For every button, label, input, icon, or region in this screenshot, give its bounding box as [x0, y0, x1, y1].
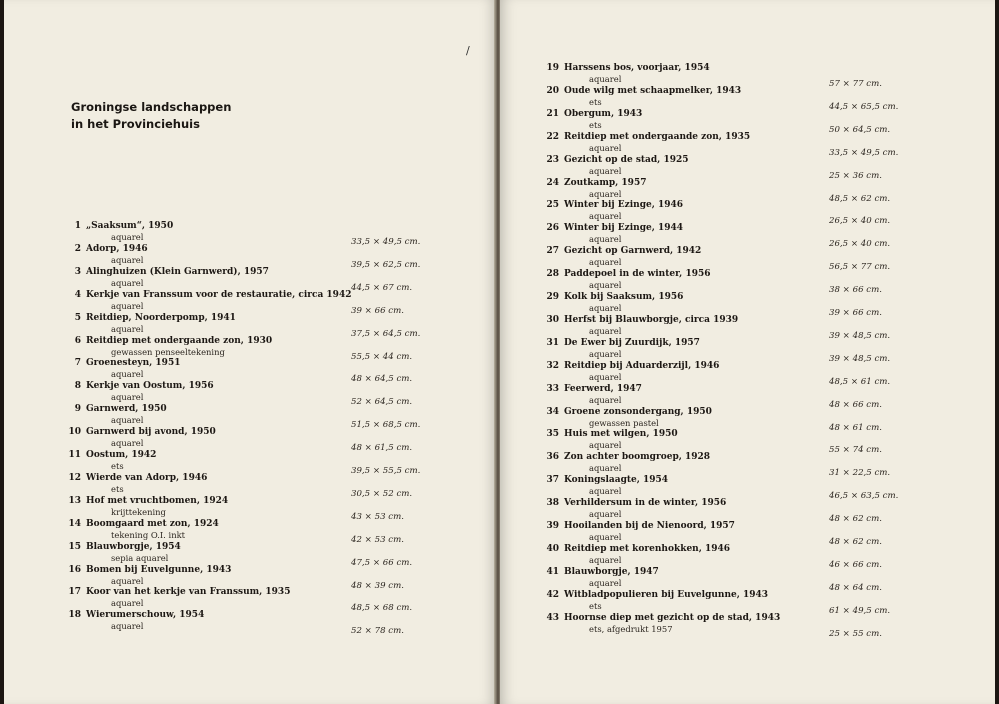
entry-dimensions: 47,5 × 66 cm. [351, 557, 413, 568]
entry-dimensions: 57 × 77 cm. [829, 79, 882, 89]
catalogue-entry [539, 566, 919, 593]
catalogue-entry [61, 541, 441, 568]
catalogue-entry [61, 358, 441, 385]
catalogue-entry [539, 543, 919, 570]
catalogue-entry [61, 289, 441, 316]
entry-dimensions: 33,5 × 49,5 cm. [829, 147, 899, 158]
entry-title: Groene zonsondergang, 1950 [564, 406, 712, 417]
entry-dimensions: 25 × 55 cm. [829, 628, 882, 639]
entry-title: Garnwerd bij avond, 1950 [86, 427, 216, 438]
entry-technique: aquarel [111, 621, 144, 632]
catalogue-entry [539, 131, 919, 158]
entry-dimensions: 39,5 × 55,5 cm. [351, 466, 421, 476]
entry-dimensions: 48 × 62 cm. [829, 514, 882, 525]
entry-dimensions: 44,5 × 65,5 cm. [829, 101, 899, 112]
catalogue-entry [539, 223, 919, 250]
entry-title: Koor van het kerkje van Franssum, 1935 [86, 587, 291, 598]
entry-dimensions: 42 × 53 cm. [351, 534, 404, 545]
entry-dimensions: 48,5 × 68 cm. [351, 603, 413, 614]
entry-title: „Saaksum“, 1950 [86, 221, 174, 231]
entry-technique: aquarel [111, 392, 144, 403]
entry-title: Blauwborgje, 1947 [564, 566, 659, 577]
entry-title: Garnwerd, 1950 [86, 404, 167, 415]
entry-title: Reitdiep met korenhokken, 1946 [564, 543, 731, 554]
entry-number: 31 [546, 337, 559, 348]
entry-dimensions: 52 × 78 cm. [351, 626, 404, 637]
entry-dimensions: 51,5 × 68,5 cm. [351, 420, 421, 431]
entry-dimensions: 26,5 × 40 cm. [829, 239, 891, 250]
entry-dimensions: 61 × 49,5 cm. [829, 605, 891, 616]
title-line-2: in het Provinciehuis [71, 117, 200, 131]
catalogue-entry [61, 495, 441, 522]
entry-dimensions: 26,5 × 40 cm. [829, 216, 891, 227]
entry-technique: tekening O.I. inkt [111, 529, 186, 540]
entry-dimensions: 39 × 48,5 cm. [829, 330, 891, 341]
entry-dimensions: 39 × 66 cm. [829, 308, 882, 318]
entry-dimensions: 48,5 × 61 cm. [829, 376, 891, 387]
catalogue-entry [539, 337, 919, 364]
entry-dimensions: 30,5 × 52 cm. [351, 488, 413, 499]
entry-number: 29 [546, 292, 559, 302]
entry-title: Zon achter boomgroep, 1928 [564, 452, 711, 463]
entry-technique: aquarel [111, 415, 144, 426]
entry-dimensions: 55,5 × 44 cm. [351, 351, 413, 362]
entry-number: 42 [546, 589, 559, 600]
catalogue-entry [61, 587, 441, 614]
catalogue-entry [61, 404, 441, 431]
entry-number: 4 [74, 289, 81, 300]
entry-technique: aquarel [589, 257, 622, 268]
entry-technique: ets [589, 119, 602, 130]
catalogue-entry [539, 154, 919, 181]
catalogue-entry [539, 498, 919, 525]
entry-number: 41 [546, 566, 559, 577]
entry-title: Boomgaard met zon, 1924 [86, 518, 219, 529]
page-title [71, 99, 231, 133]
entry-technique: aquarel [589, 211, 622, 222]
entry-number: 2 [74, 243, 81, 254]
entry-number: 16 [68, 564, 81, 575]
entry-number: 26 [546, 223, 559, 234]
entry-number: 11 [68, 450, 81, 460]
entry-dimensions: 39 × 48,5 cm. [829, 353, 891, 364]
entry-title: Kolk bij Saaksum, 1956 [564, 292, 684, 302]
entry-dimensions: 48 × 39 cm. [351, 580, 404, 591]
entry-title: Gezicht op Garnwerd, 1942 [564, 246, 702, 257]
entry-number: 3 [74, 266, 81, 277]
entry-number: 36 [546, 452, 559, 463]
entry-technique: sepia aquarel [111, 552, 169, 563]
catalogue-entry [61, 450, 441, 476]
entry-dimensions: 48,5 × 62 cm. [829, 193, 891, 204]
title-line-1: Groningse landschappen [71, 100, 232, 114]
entry-title: Obergum, 1943 [564, 108, 643, 119]
entry-technique: aquarel [589, 280, 622, 291]
entry-technique: aquarel [589, 188, 622, 199]
entry-dimensions: 33,5 × 49,5 cm. [351, 237, 421, 247]
entry-title: Kerkje van Franssum voor de restauratie, circa 1942 [86, 289, 352, 300]
entry-number: 24 [546, 177, 559, 188]
catalogue-entry [61, 266, 441, 293]
entry-number: 38 [546, 498, 559, 509]
right-page [500, 0, 999, 704]
entry-number: 8 [74, 381, 81, 392]
entry-number: 9 [74, 404, 81, 415]
entry-title: Huis met wilgen, 1950 [564, 429, 678, 440]
entry-dimensions: 46,5 × 63,5 cm. [829, 491, 899, 502]
catalogue-entry [539, 85, 919, 112]
catalogue-entry [61, 472, 441, 499]
entry-title: Wierumerschouw, 1954 [86, 610, 205, 621]
entry-title: Alinghuizen (Klein Garnwerd), 1957 [86, 266, 269, 277]
entry-number: 40 [546, 543, 559, 554]
catalogue-entry [539, 521, 919, 547]
entry-technique: aquarel [111, 277, 144, 288]
entry-dimensions: 38 × 66 cm. [829, 285, 882, 296]
entry-number: 21 [546, 108, 559, 119]
entry-dimensions: 25 × 36 cm. [829, 170, 882, 181]
catalogue-entry [61, 243, 441, 270]
entry-technique: aquarel [589, 486, 622, 497]
catalogue-entry [539, 475, 919, 502]
entry-technique: gewassen penseeltekening [111, 346, 225, 357]
entry-technique: aquarel [589, 440, 622, 451]
entry-title: Hooilanden bij de Nienoord, 1957 [564, 521, 735, 531]
entry-title: Kerkje van Oostum, 1956 [86, 381, 214, 392]
catalogue-entry [539, 246, 919, 273]
entry-number: 22 [546, 131, 559, 142]
catalogue-entry [539, 292, 919, 318]
entry-dimensions: 39 × 66 cm. [351, 305, 404, 316]
entry-title: Wierde van Adorp, 1946 [86, 472, 208, 483]
entry-number: 1 [74, 221, 81, 231]
catalogue-entry [61, 610, 441, 637]
entry-number: 34 [546, 406, 559, 417]
entry-technique: ets [589, 96, 602, 107]
entry-dimensions: 48 × 61 cm. [829, 422, 882, 433]
entry-title: Paddepoel in de winter, 1956 [564, 269, 711, 280]
entry-dimensions: 48 × 66 cm. [829, 399, 882, 410]
catalogue-entry [539, 314, 919, 341]
entry-number: 33 [546, 383, 559, 394]
entry-number: 28 [546, 269, 559, 280]
entry-technique: aquarel [589, 74, 622, 84]
catalogue-entry [539, 406, 919, 433]
entry-technique: ets [589, 600, 602, 611]
entry-number: 14 [68, 518, 81, 529]
page-mark: / [466, 44, 470, 57]
entry-number: 6 [74, 335, 81, 346]
entry-title: Hoornse diep met gezicht op de stad, 1943 [564, 612, 781, 623]
entry-technique: ets [111, 461, 124, 471]
entry-title: Koningslaagte, 1954 [564, 475, 669, 486]
entry-number: 32 [546, 360, 559, 371]
entry-dimensions: 31 × 22,5 cm. [829, 468, 891, 479]
catalogue-entry [61, 427, 441, 454]
entry-number: 12 [68, 472, 81, 483]
entry-dimensions: 39,5 × 62,5 cm. [351, 259, 421, 270]
entry-title: Oostum, 1942 [86, 450, 157, 460]
catalogue-entry [539, 63, 919, 89]
entry-title: Verhildersum in de winter, 1956 [564, 498, 727, 509]
entry-dimensions: 56,5 × 77 cm. [829, 262, 891, 273]
entry-technique: aquarel [111, 369, 144, 380]
catalogue-entry [539, 360, 919, 387]
entry-technique: aquarel [589, 165, 622, 176]
entry-title: Reitdiep, Noorderpomp, 1941 [86, 312, 236, 323]
catalogue-entry [539, 269, 919, 296]
entry-title: Bomen bij Euvelgunne, 1943 [86, 564, 232, 575]
entry-dimensions: 46 × 66 cm. [829, 559, 882, 570]
catalogue-entry [539, 452, 919, 479]
entry-technique: aquarel [111, 323, 144, 334]
entry-number: 5 [74, 312, 81, 323]
entry-technique: aquarel [589, 463, 622, 474]
entry-technique: aquarel [589, 371, 622, 382]
entry-technique: aquarel [589, 554, 622, 565]
entry-technique: ets [111, 483, 124, 494]
entry-dimensions: 44,5 × 67 cm. [351, 282, 413, 293]
entry-title: Blauwborgje, 1954 [86, 541, 181, 552]
entry-title: Zoutkamp, 1957 [564, 177, 647, 188]
entry-technique: gewassen pastel [589, 417, 659, 428]
entry-technique: aquarel [589, 234, 622, 245]
right-page-edge [995, 0, 999, 704]
entry-number: 15 [68, 541, 81, 552]
entry-number: 13 [68, 495, 81, 506]
entry-technique: aquarel [589, 348, 622, 359]
entry-number: 10 [68, 427, 81, 438]
entry-number: 19 [546, 63, 559, 73]
entry-number: 18 [68, 610, 81, 621]
entry-title: Adorp, 1946 [86, 243, 148, 254]
entry-technique: aquarel [589, 509, 622, 520]
entry-title: Groenesteyn, 1951 [86, 358, 181, 369]
entry-number: 17 [68, 587, 81, 598]
entry-title: Feerwerd, 1947 [564, 383, 642, 394]
entry-title: Winter bij Ezinge, 1944 [564, 223, 684, 234]
catalogue-entry [539, 589, 919, 616]
entry-number: 7 [74, 358, 81, 369]
entry-dimensions: 55 × 74 cm. [829, 445, 882, 456]
entry-title: Reitdiep met ondergaande zon, 1935 [564, 131, 751, 142]
catalogue-entry [61, 221, 441, 247]
entry-technique: aquarel [589, 325, 622, 336]
catalogue-entry [61, 518, 441, 545]
entry-dimensions: 48 × 61,5 cm. [351, 443, 413, 454]
entry-title: Hof met vruchtbomen, 1924 [86, 495, 229, 506]
entry-number: 25 [546, 200, 559, 211]
entry-technique: ets, afgedrukt 1957 [589, 623, 673, 634]
catalogue-entry [61, 312, 441, 339]
entry-title: Witbladpopulieren bij Euvelgunne, 1943 [564, 589, 769, 600]
entry-technique: aquarel [111, 598, 144, 609]
entry-technique: aquarel [111, 300, 144, 311]
catalogue-entry [61, 564, 441, 591]
entry-number: 20 [546, 85, 559, 96]
entry-technique: krijttekening [111, 506, 166, 517]
entry-number: 43 [546, 612, 559, 623]
entry-number: 23 [546, 154, 559, 165]
entry-technique: aquarel [589, 394, 622, 405]
catalogue-entry [61, 335, 441, 362]
entry-technique: aquarel [111, 232, 144, 242]
entry-technique: aquarel [589, 303, 622, 313]
entry-title: Herfst bij Blauwborgje, circa 1939 [564, 314, 739, 325]
catalogue-entry [539, 177, 919, 204]
catalogue-entry [539, 612, 919, 639]
entry-number: 30 [546, 314, 559, 325]
entry-technique: aquarel [589, 577, 622, 588]
catalogue-entry [539, 200, 919, 227]
entry-number: 27 [546, 246, 559, 257]
entry-technique: aquarel [111, 438, 144, 449]
entry-dimensions: 48 × 64,5 cm. [351, 374, 413, 385]
entry-title: De Ewer bij Zuurdijk, 1957 [564, 337, 700, 348]
entry-number: 35 [546, 429, 559, 440]
entry-dimensions: 37,5 × 64,5 cm. [351, 328, 421, 339]
entry-title: Reitdiep bij Aduarderzijl, 1946 [564, 360, 720, 371]
entry-title: Harssens bos, voorjaar, 1954 [564, 63, 710, 73]
entry-title: Winter bij Ezinge, 1946 [564, 200, 684, 211]
catalogue-entry [539, 383, 919, 410]
entry-dimensions: 52 × 64,5 cm. [351, 397, 413, 408]
entry-title: Gezicht op de stad, 1925 [564, 154, 689, 165]
catalogue-entry [539, 429, 919, 456]
entry-dimensions: 48 × 62 cm. [829, 537, 882, 547]
entry-technique: aquarel [589, 142, 622, 153]
entry-dimensions: 43 × 53 cm. [351, 511, 404, 522]
entry-title: Reitdiep met ondergaande zon, 1930 [86, 335, 273, 346]
left-page-edge [0, 0, 4, 704]
entry-title: Oude wilg met schaapmelker, 1943 [564, 85, 742, 96]
entry-dimensions: 48 × 64 cm. [829, 582, 882, 593]
left-page [0, 0, 496, 704]
entry-dimensions: 50 × 64,5 cm. [829, 124, 891, 135]
entry-number: 39 [546, 521, 559, 531]
entry-technique: aquarel [589, 532, 622, 542]
catalogue-entry [61, 381, 441, 408]
entry-technique: aquarel [111, 575, 144, 586]
catalogue-entry [539, 108, 919, 135]
entry-technique: aquarel [111, 254, 144, 265]
entry-number: 37 [546, 475, 559, 486]
